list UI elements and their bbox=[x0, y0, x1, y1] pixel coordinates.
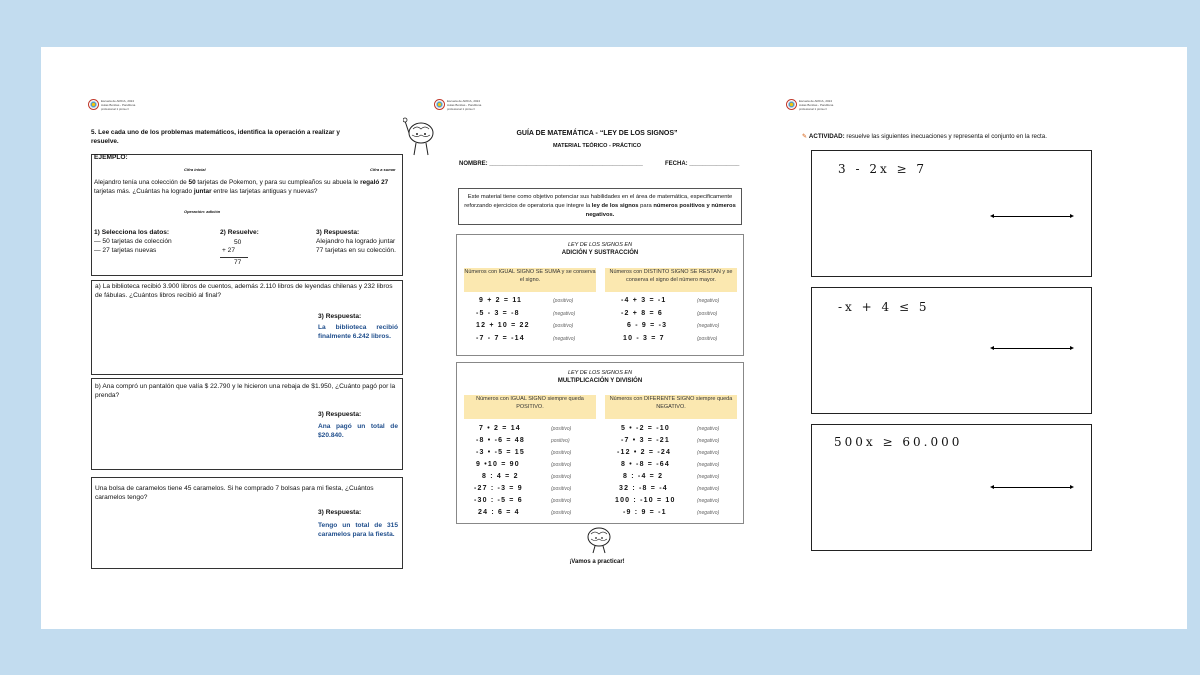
guide-title: GUÍA DE MATEMÁTICA - “LEY DE LOS SIGNOS” bbox=[516, 130, 678, 137]
mult-sign-right-3: (negativo) bbox=[697, 462, 720, 468]
middle-page bbox=[447, 47, 747, 629]
mult-sign-left-3: (positivo) bbox=[551, 462, 572, 468]
mult-sign-right-0: (negativo) bbox=[697, 426, 720, 432]
left-page bbox=[83, 47, 413, 629]
brain-mascot-icon bbox=[403, 115, 439, 161]
col2-title: 2) Resuelve: bbox=[220, 229, 259, 236]
example-title: EJEMPLO: bbox=[94, 154, 128, 161]
mult-op-left-3: 9 •10 = 90 bbox=[476, 461, 520, 468]
col2-n1: 50 bbox=[234, 239, 242, 246]
problem-a-box bbox=[91, 280, 403, 375]
problem-b-answer: Ana pagó un total de $20.840. bbox=[318, 423, 398, 439]
mult-op-left-0: 7 • 2 = 14 bbox=[479, 425, 521, 432]
date-field[interactable]: FECHA: _______________ bbox=[665, 161, 740, 167]
add-sign-right-1: (positivo) bbox=[697, 311, 718, 317]
add-op-right-2: 6 - 9 = -3 bbox=[627, 322, 668, 329]
mult-op-left-6: -30 : -5 = 6 bbox=[474, 497, 523, 504]
school-seal-icon bbox=[88, 99, 99, 110]
mult-sign-right-2: (negativo) bbox=[697, 450, 720, 456]
mult-sign-right-6: (negativo) bbox=[697, 498, 720, 504]
inequality-box-2 bbox=[811, 287, 1092, 414]
mult-op-right-1: -7 • 3 = -21 bbox=[621, 437, 670, 444]
mult-sign-left-6: (positivo) bbox=[551, 498, 572, 504]
col2-result: 77 bbox=[234, 259, 242, 266]
school-header: Escuela de ARICA, 2024 Aulas Bonitas - Pandiluna profesional 1 pinta.cl bbox=[434, 99, 481, 111]
number-line-2[interactable] bbox=[992, 348, 1072, 349]
add-sign-right-0: (negativo) bbox=[697, 298, 720, 304]
number-line-1[interactable] bbox=[992, 216, 1072, 217]
mult-rule-right: Números con DIFERENTE SIGNO siempre queda NEGATIVO. bbox=[605, 395, 737, 419]
label-operation: Operación: adición bbox=[184, 209, 221, 214]
problem-a-resp-label: 3) Respuesta: bbox=[318, 313, 362, 320]
number-line-3[interactable] bbox=[992, 487, 1072, 488]
add-op-right-1: -2 + 8 = 6 bbox=[621, 310, 663, 317]
mult-sign-left-7: (positivo) bbox=[551, 510, 572, 516]
mult-op-left-1: -8 • -6 = 48 bbox=[476, 437, 525, 444]
add-sign-right-2: (negativo) bbox=[697, 323, 720, 329]
worksheet-canvas bbox=[41, 47, 1187, 629]
problem-b-question: b) Ana compró un pantalón que valía $ 22.790 y le hicieron una rebaja de $1.950, ¿Cuánto pagó por la prenda? bbox=[95, 383, 396, 399]
add-rule-right: Números con DISTINTO SIGNO SE RESTAN y se conserva el signo del número mayor. bbox=[605, 268, 737, 292]
label-add: Cifra a sumar bbox=[370, 167, 396, 172]
mult-rule-left: Números con IGUAL SIGNO siempre queda POSITIVO. bbox=[464, 395, 596, 419]
col3-title: 3) Respuesta: bbox=[316, 229, 360, 236]
problem-c-box bbox=[91, 477, 403, 569]
add-rule-left: Números con IGUAL SIGNO SE SUMA y se conserva el signo. bbox=[464, 268, 596, 292]
problem-c-answer: Tengo un total de 315 caramelos para la fiesta. bbox=[318, 522, 398, 538]
school-seal-icon bbox=[786, 99, 797, 110]
mult-div-section bbox=[456, 362, 744, 524]
example-box bbox=[91, 154, 403, 276]
col1-title: 1) Selecciona los datos: bbox=[94, 229, 170, 236]
mult-sign-right-7: (negativo) bbox=[697, 510, 720, 516]
name-field[interactable]: NOMBRE: ______________________________________________ bbox=[459, 161, 643, 167]
col3-text: Alejandro ha logrado juntar 77 tarjetas en su colección. bbox=[316, 238, 396, 254]
add-sub-section bbox=[456, 234, 744, 356]
add-sign-left-1: (negativo) bbox=[553, 311, 576, 317]
inequality-2: -x + 4 ≤ 5 bbox=[838, 300, 930, 314]
add-op-left-1: -5 - 3 = -8 bbox=[476, 310, 520, 317]
add-op-left-3: -7 - 7 = -14 bbox=[476, 335, 525, 342]
intro-text: Este material tiene como objetivo potenciar sus habilidades en el área de matemática, especificamente reforzando ejercicios de operatoria que integre la ley de los signos para números positivos y números negativos. bbox=[464, 194, 736, 218]
mult-op-left-2: -3 • -5 = 15 bbox=[476, 449, 525, 456]
mult-sign-right-5: (negativo) bbox=[697, 486, 720, 492]
add-title: ADICIÓN Y SUSTRACCIÓN bbox=[561, 250, 639, 256]
mult-op-left-4: 8 : 4 = 2 bbox=[482, 473, 519, 480]
inequality-1: 3 - 2x ≥ 7 bbox=[838, 162, 928, 176]
problem-b-resp-label: 3) Respuesta: bbox=[318, 411, 362, 418]
mult-op-right-3: 8 • -8 = -64 bbox=[621, 461, 670, 468]
mult-op-right-2: -12 • 2 = -24 bbox=[617, 449, 672, 456]
school-header: Escuela de ARICA, 2024 Aulas Bonitas - Pandiluna profesional 1 pinta.cl bbox=[88, 99, 135, 111]
mult-sign-right-1: (negativo) bbox=[697, 438, 720, 444]
add-sign-left-3: (negativo) bbox=[553, 336, 576, 342]
col1-line1: — 50 tarjetas de colección bbox=[94, 238, 172, 245]
mult-sign-left-5: (positivo) bbox=[551, 486, 572, 492]
mult-op-left-7: 24 : 6 = 4 bbox=[478, 509, 520, 516]
add-op-left-0: 9 + 2 = 11 bbox=[479, 297, 523, 304]
mult-op-right-0: 5 • -2 = -10 bbox=[621, 425, 670, 432]
mult-op-right-4: 8 : -4 = 2 bbox=[623, 473, 664, 480]
add-sign-right-3: (positivo) bbox=[697, 336, 718, 342]
add-op-right-0: -4 + 3 = -1 bbox=[621, 297, 667, 304]
example-problem-text: Alejandro tenía una colección de 50 tarjetas de Pokemon, y para su cumpleaños su abuela le regaló 27 tarjetas más. ¿Cuántas ha logrado juntar entre las tarjetas antiguas y nuevas? bbox=[94, 179, 389, 195]
col1-line2: — 27 tarjetas nuevas bbox=[94, 247, 157, 254]
problem-a-answer: La biblioteca recibió finalmente 6.242 libros. bbox=[318, 324, 398, 340]
mult-op-right-7: -9 : 9 = -1 bbox=[623, 509, 667, 516]
add-op-right-3: 10 - 3 = 7 bbox=[623, 335, 665, 342]
mult-op-right-6: 100 : -10 = 10 bbox=[615, 497, 676, 504]
footer-text: ¡Vamos a practicar! bbox=[569, 559, 625, 565]
mult-op-left-5: -27 : -3 = 9 bbox=[474, 485, 523, 492]
mult-op-right-5: 32 : -8 = -4 bbox=[619, 485, 668, 492]
add-pre: LEY DE LOS SIGNOS EN bbox=[567, 242, 633, 248]
problem-a-question: a) La biblioteca recibió 3.900 libros de cuentos, además 2.110 libros de leyendas chilenas y 232 libros de fábulas. ¿Cuántos libros recibió al final? bbox=[95, 283, 393, 299]
mult-sign-right-4: (negativo) bbox=[697, 474, 720, 480]
problem-c-question: Una bolsa de caramelos tiene 45 caramelos. Si he comprado 7 bolsas para mi fiesta, ¿Cuántos caramelos tengo? bbox=[95, 485, 374, 501]
mult-title: MULTIPLICACIÓN Y DIVISIÓN bbox=[557, 378, 643, 384]
inequality-box-1 bbox=[811, 150, 1092, 277]
label-initial: Cifra inicial bbox=[184, 167, 206, 172]
pencil-icon: ✎ bbox=[802, 133, 808, 140]
add-op-left-2: 12 + 10 = 22 bbox=[476, 322, 530, 329]
school-header: Escuela de ARICA, 2024 Aulas Bonitas - Pandiluna profesional 1 pinta.cl bbox=[786, 99, 833, 111]
activity-instruction: ✎ ACTIVIDAD: resuelve las siguientes inecuaciones y representa el conjunto en la recta. bbox=[802, 133, 1047, 140]
mult-sign-left-2: (positivo) bbox=[551, 450, 572, 456]
inequality-3: 500x ≥ 60.000 bbox=[834, 435, 963, 449]
mult-sign-left-1: positivo) bbox=[551, 438, 570, 444]
right-page bbox=[786, 47, 1106, 629]
problem-b-box bbox=[91, 378, 403, 470]
mult-sign-left-4: (positivo) bbox=[551, 474, 572, 480]
inequality-box-3 bbox=[811, 424, 1092, 551]
mult-sign-left-0: (positivo) bbox=[551, 426, 572, 432]
add-sign-left-0: (positivo) bbox=[553, 298, 574, 304]
add-sign-left-2: (positivo) bbox=[553, 323, 574, 329]
instruction-text: 5. Lee cada uno de los problemas matemáticos, identifica la operación a realizar y resuelve. bbox=[91, 129, 340, 145]
intro-box bbox=[458, 188, 742, 225]
school-seal-icon bbox=[434, 99, 445, 110]
mult-pre: LEY DE LOS SIGNOS EN bbox=[567, 370, 633, 376]
problem-c-resp-label: 3) Respuesta: bbox=[318, 509, 362, 516]
col2-n2: + 27 bbox=[222, 247, 236, 254]
brain-mascot-icon bbox=[585, 525, 613, 555]
guide-subtitle: MATERIAL TEÓRICO - PRÁCTICO bbox=[552, 143, 642, 149]
